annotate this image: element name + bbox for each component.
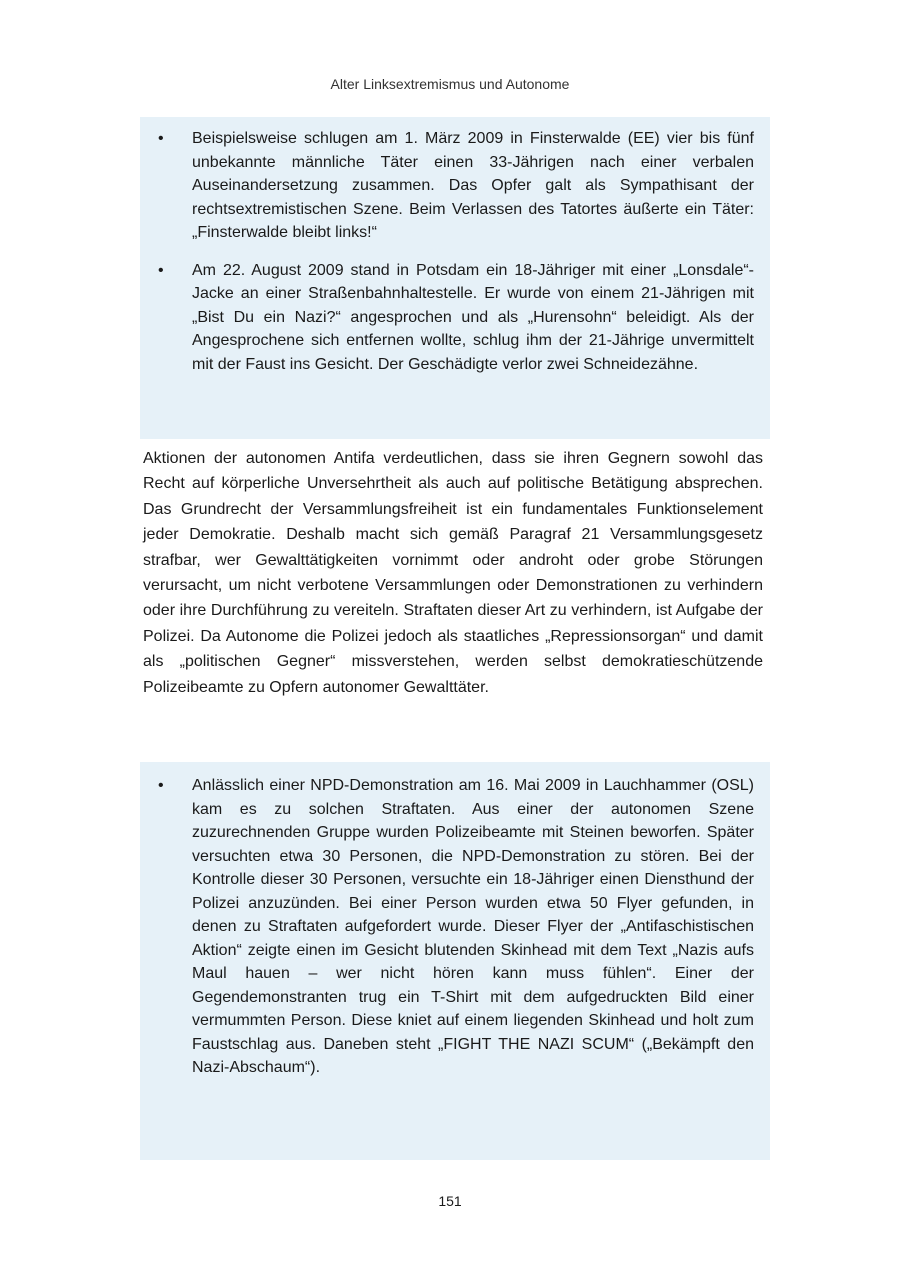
bullet-item: • Beispielsweise schlugen am 1. März 2009 in Finsterwalde (EE) vier bis fünf unbekannte männliche Täter einen 33-Jährigen nach einer verbalen Auseinandersetzung zusammen. Das Opfer galt als Sympathisant der rechtsextremistischen Szene. Beim Verlassen des Tatortes äußerte ein Täter: „Finsterwalde bleibt links!“ [192,127,754,245]
running-header: Alter Linksextremismus und Autonome [330,76,570,92]
bullet-item: • Am 22. August 2009 stand in Potsdam ein 18-Jähriger mit einer „Lonsdale“-Jacke an einer Straßenbahnhaltestelle. Er wurde von einem 21-Jährigen mit „Bist Du ein Nazi?“ angesprochen und als „Hurensohn“ beleidigt. Als der Angesprochene sich entfernen wollte, schlug ihm der 21-Jährige unvermittelt mit der Faust ins Gesicht. Der Geschädigte verlor zwei Schneidezähne. [192,259,754,377]
example-box-1 [140,117,770,439]
bullet-item: • Anlässlich einer NPD-Demonstration am 16. Mai 2009 in Lauchhammer (OSL) kam es zu solchen Straftaten. Aus einer der autonomen Szene zuzurechnenden Gruppe wurden Polizeibeamte mit Steinen beworfen. Später versuchten etwa 30 Personen, die NPD-Demonstration zu stören. Bei der Kontrolle dieser 30 Personen, versuchte ein 18-Jähriger einen Diensthund der Polizei anzuzünden. Bei einer Person wurden etwa 50 Flyer gefunden, in denen zu Straftaten aufgefordert wurde. Dieser Flyer der „Antifaschistischen Aktion“ zeigte einen im Gesicht blutenden Skinhead mit dem Text „Nazis aufs Maul hauen – wer nicht hören kann muss fühlen“. Einer der Gegendemonstranten trug ein T-Shirt mit dem aufgedruckten Bild einer vermummten Person. Diese kniet auf einem liegenden Skinhead und holt zum Faustschlag aus. Daneben steht „FIGHT THE NAZI SCUM“ („Bekämpft den Nazi-Abschaum“). [192,774,754,1080]
example-box-2 [140,762,770,1160]
page-number: 151 [438,1193,462,1209]
body-paragraph: Aktionen der autonomen Antifa verdeutlichen, dass sie ihren Gegnern sowohl das Recht auf körperliche Unversehrtheit als auch auf politische Betätigung absprechen. Das Grundrecht der Versammlungsfreiheit ist ein fundamentales Funktionselement jeder Demokratie. Deshalb macht sich gemäß Paragraf 21 Versammlungsgesetz strafbar, wer Gewalttätigkeiten vornimmt oder androht oder grobe Störungen verursacht, um nicht verbotene Versammlungen oder Demonstrationen zu verhindern oder ihre Durchführung zu vereiteln. Straftaten dieser Art zu verhindern, ist Aufgabe der Polizei. Da Autonome die Polizei jedoch als staatliches „Repressionsorgan“ und damit als „politischen Gegner“ missverstehen, werden selbst demokratieschützende Polizeibeamte zu Opfern autonomer Gewalttäter. [143,450,763,696]
